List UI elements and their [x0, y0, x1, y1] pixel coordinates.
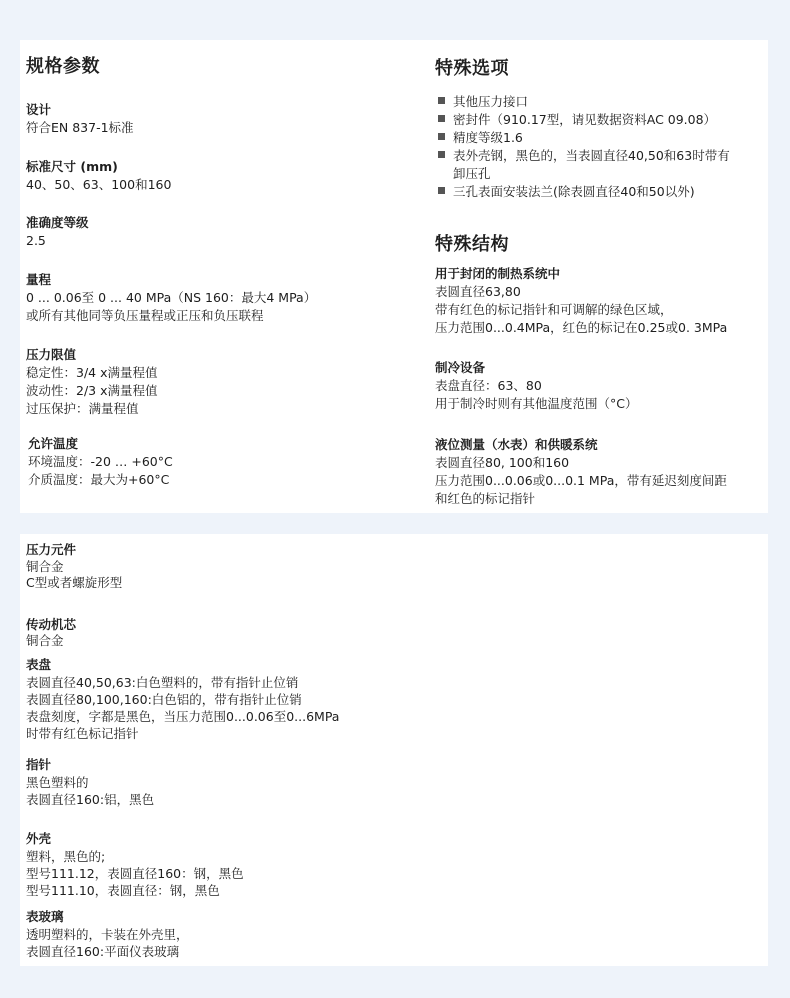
section-line: 和红色的标记指针 — [435, 491, 536, 506]
section-title: 标准尺寸 (mm) — [26, 159, 118, 174]
bullet-square-icon — [438, 133, 445, 140]
component-section-window — [26, 908, 416, 960]
section-title: 允许温度 — [28, 436, 79, 451]
section-line: 用于制冷时则有其他温度范围（°C） — [435, 396, 638, 411]
options-heading: 特殊选项 — [435, 58, 509, 79]
bullet-square-icon — [438, 97, 445, 104]
section-line: 型号111.12，表圆直径160：钢，黑色 — [26, 866, 244, 881]
section-line: 表圆直径80,100,160:白色铝的，带有指针止位销 — [26, 692, 302, 707]
component-section-pointer — [26, 756, 416, 808]
section-title: 指针 — [26, 757, 52, 772]
section-line: 黑色塑料的 — [26, 775, 89, 790]
spec-section-design — [26, 100, 416, 137]
section-line: 或所有其他同等负压量程或正压和负压联程 — [26, 308, 264, 323]
spec-panel-top — [20, 40, 768, 513]
section-title: 液位测量（水表）和供暖系统 — [435, 437, 598, 452]
options-list — [435, 93, 730, 201]
section-line: 环境温度：-20 … +60°C — [28, 454, 173, 469]
section-line: 0 ... 0.06至 0 ... 40 MPa（NS 160：最大4 MPa） — [26, 290, 317, 305]
component-section-dial — [26, 656, 416, 742]
bullet-square-icon — [438, 115, 445, 122]
section-line: 表圆直径160:铝，黑色 — [26, 792, 155, 807]
section-line: 压力范围0...0.4MPa，红色的标记在0.25或0. 3MPa — [435, 320, 728, 335]
structure-section-refrigeration — [435, 358, 768, 413]
section-title: 压力元件 — [26, 542, 77, 557]
section-line: 稳定性：3/4 x满量程值 — [26, 365, 158, 380]
spec-section-pressure-limits — [26, 345, 416, 418]
section-line: 表圆直径80, 100和160 — [435, 455, 570, 470]
section-line: 铜合金 — [26, 559, 64, 574]
component-section-movement — [26, 616, 416, 649]
section-line: 表圆直径160:平面仪表玻璃 — [26, 944, 180, 959]
section-title: 压力限值 — [26, 347, 77, 362]
spec-section-range — [26, 270, 416, 325]
section-line: 表圆直径40,50,63:白色塑料的，带有指针止位销 — [26, 675, 299, 690]
section-line: 2.5 — [26, 233, 46, 248]
section-title: 传动机芯 — [26, 617, 77, 632]
section-line: 压力范围0...0.06或0...0.1 MPa，带有延迟刻度间距 — [435, 473, 727, 488]
section-title: 量程 — [26, 272, 52, 287]
section-title: 表盘 — [26, 657, 52, 672]
section-line: 过压保护：满量程值 — [26, 401, 139, 416]
spec-section-temperature — [28, 434, 418, 489]
section-title: 设计 — [26, 102, 52, 117]
section-line: C型或者螺旋形型 — [26, 575, 123, 590]
specs-heading: 规格参数 — [26, 56, 100, 77]
structure-section-level — [435, 435, 768, 508]
section-line: 时带有红色标记指针 — [26, 726, 139, 741]
section-line: 型号111.10，表圆直径：钢，黑色 — [26, 883, 220, 898]
structure-section-heating — [435, 264, 768, 337]
section-line: 塑料，黑色的; — [26, 849, 106, 864]
section-line: 表盘直径：63、80 — [435, 378, 542, 393]
list-item: 精度等级1.6 — [435, 129, 730, 147]
section-line: 符合EN 837-1标准 — [26, 120, 134, 135]
section-line: 波动性：2/3 x满量程值 — [26, 383, 158, 398]
section-title: 准确度等级 — [26, 215, 89, 230]
list-item: 其他压力接口 — [435, 93, 730, 111]
spec-section-size — [26, 157, 416, 194]
section-title: 表玻璃 — [26, 909, 64, 924]
section-line: 带有红色的标记指针和可调解的绿色区域， — [435, 302, 673, 317]
bullet-square-icon — [438, 151, 445, 158]
section-line: 透明塑料的，卡装在外壳里， — [26, 927, 189, 942]
spec-panel-bottom — [20, 534, 768, 966]
section-line: 表盘刻度，字都是黑色，当压力范围0...0.06至0...6MPa — [26, 709, 340, 724]
section-title: 用于封闭的制热系统中 — [435, 266, 561, 281]
spec-section-accuracy — [26, 213, 416, 250]
component-section-pressure-element — [26, 540, 416, 591]
section-line: 介质温度：最大为+60°C — [28, 472, 170, 487]
component-section-case — [26, 830, 416, 899]
section-line: 40、50、63、100和160 — [26, 177, 172, 192]
list-item: 表外壳钢，黑色的，当表圆直径40,50和63时带有 卸压孔 — [435, 147, 730, 183]
list-item: 三孔表面安装法兰(除表圆直径40和50以外) — [435, 183, 730, 201]
section-title: 制冷设备 — [435, 360, 486, 375]
section-line: 表圆直径63,80 — [435, 284, 521, 299]
structures-heading: 特殊结构 — [435, 234, 509, 255]
section-line: 铜合金 — [26, 633, 64, 648]
bullet-square-icon — [438, 187, 445, 194]
section-title: 外壳 — [26, 831, 52, 846]
list-item: 密封件（910.17型，请见数据资料AC 09.08） — [435, 111, 730, 129]
